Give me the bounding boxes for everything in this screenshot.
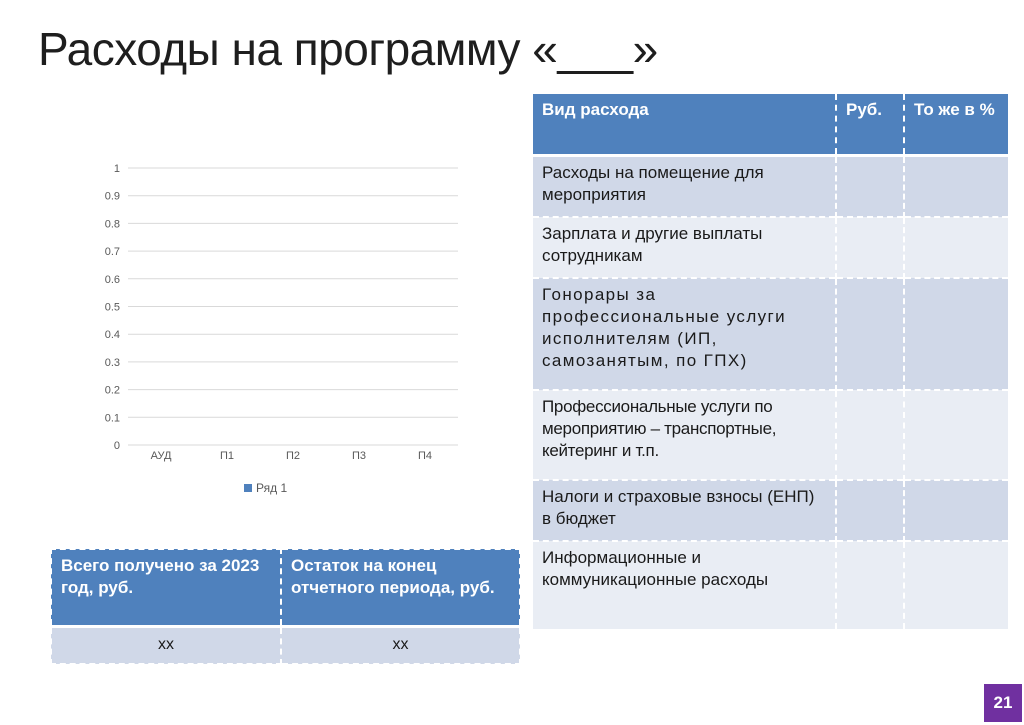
x-tick-label: П1 bbox=[219, 450, 235, 462]
header-total-received: Всего получено за 2023 год, руб. bbox=[51, 549, 281, 626]
table-row bbox=[533, 480, 1008, 541]
table-row bbox=[533, 217, 1008, 278]
table-row bbox=[533, 390, 1008, 480]
y-tick-label: 0.7 bbox=[104, 246, 120, 259]
row-rub-cell bbox=[836, 278, 904, 390]
header-percent: То же в % bbox=[904, 94, 1008, 156]
x-tick-label: П3 bbox=[351, 450, 367, 462]
row-label: Зарплата и другие выплаты сотрудникам bbox=[533, 217, 836, 278]
expense-chart bbox=[95, 150, 475, 520]
y-tick-label: 1 bbox=[113, 163, 120, 175]
row-percent-cell bbox=[904, 390, 1008, 480]
row-percent-cell bbox=[904, 278, 1008, 390]
summary-table bbox=[50, 548, 521, 665]
y-tick-label: 0.6 bbox=[104, 273, 120, 286]
expense-table-header bbox=[533, 94, 1008, 156]
row-label: Гонорары за профессиональные услуги исполнителям (ИП, самозанятым, по ГПХ) bbox=[533, 278, 836, 390]
y-tick-label: 0.5 bbox=[104, 301, 120, 314]
x-tick-label: П2 bbox=[285, 450, 301, 462]
chart-canvas bbox=[95, 150, 475, 520]
expense-table bbox=[533, 94, 1008, 629]
y-tick-label: 0.3 bbox=[104, 356, 120, 369]
legend-label: Ряд 1 bbox=[256, 481, 288, 495]
row-label: Информационные и коммуникационные расходы bbox=[533, 541, 836, 629]
total-received-value: хх bbox=[51, 626, 281, 664]
remaining-balance-value: хх bbox=[281, 626, 520, 664]
row-percent-cell bbox=[904, 217, 1008, 278]
x-tick-label: АУД bbox=[150, 450, 172, 462]
y-tick-label: 0.2 bbox=[104, 384, 120, 397]
row-rub-cell bbox=[836, 480, 904, 541]
table-row bbox=[533, 278, 1008, 390]
table-row bbox=[533, 156, 1008, 217]
y-tick-label: 0.1 bbox=[104, 412, 120, 425]
row-label: Профессиональные услуги по мероприятию – транспортные, кейтеринг и т.п. bbox=[533, 390, 836, 480]
row-rub-cell bbox=[836, 390, 904, 480]
header-rub: Руб. bbox=[836, 94, 904, 156]
row-label: Расходы на помещение для мероприятия bbox=[533, 156, 836, 217]
header-remaining-balance: Остаток на конец отчетного периода, руб. bbox=[281, 549, 520, 626]
y-tick-label: 0.4 bbox=[104, 329, 120, 342]
header-expense-type: Вид расхода bbox=[533, 94, 836, 156]
summary-header-row bbox=[51, 549, 520, 626]
y-tick-label: 0.9 bbox=[104, 190, 120, 203]
row-percent-cell bbox=[904, 541, 1008, 629]
row-rub-cell bbox=[836, 217, 904, 278]
summary-value-row bbox=[51, 626, 520, 664]
legend-swatch bbox=[244, 484, 252, 492]
y-tick-label: 0 bbox=[113, 440, 120, 452]
row-percent-cell bbox=[904, 156, 1008, 217]
row-label: Налоги и страховые взносы (ЕНП) в бюджет bbox=[533, 480, 836, 541]
slide-title: Расходы на программу «___» bbox=[38, 23, 658, 75]
row-percent-cell bbox=[904, 480, 1008, 541]
y-tick-label: 0.8 bbox=[104, 218, 120, 231]
x-tick-label: П4 bbox=[417, 450, 433, 462]
page-number-badge: 21 bbox=[984, 684, 1022, 722]
table-row bbox=[533, 541, 1008, 629]
row-rub-cell bbox=[836, 156, 904, 217]
row-rub-cell bbox=[836, 541, 904, 629]
